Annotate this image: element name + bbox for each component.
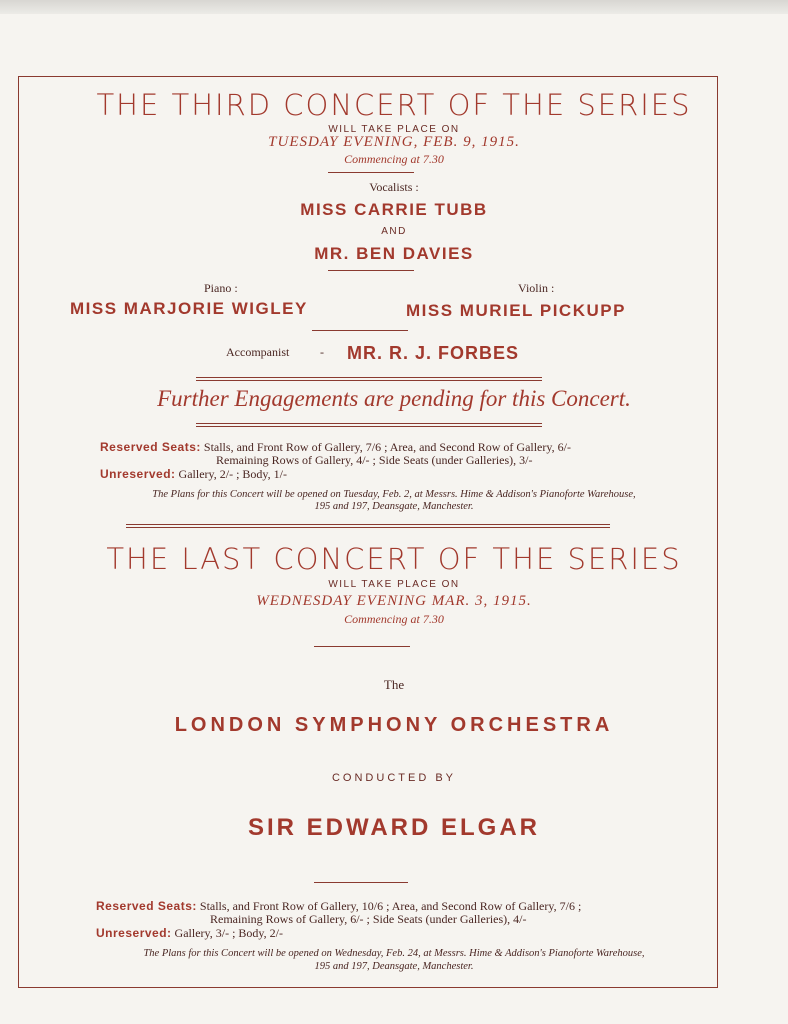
accompanist-dash: - (320, 345, 324, 359)
violinist-muriel-pickupp: MISS MURIEL PICKUPP (406, 301, 626, 320)
third-will-take-place: WILL TAKE PLACE ON (328, 124, 460, 135)
third-commencing: Commencing at 7.30 (344, 152, 444, 166)
third-plans-line-1: The Plans for this Concert will be opened on Tuesday, Feb. 2, at Messrs. Hime & Addison's Pianoforte Warehouse, (152, 489, 636, 500)
third-concert-title: THE THIRD CONCERT OF THE SERIES (96, 88, 692, 122)
last-reserved-line-2: Remaining Rows of Gallery, 6/- ; Side Seats (under Galleries), 4/- (210, 912, 527, 926)
divider (314, 882, 408, 883)
reserved-line-1: Stalls, and Front Row of Gallery, 10/6 ; Area, and Second Row of Gallery, 7/6 ; (199, 899, 582, 913)
vocalists-label: Vocalists : (369, 180, 419, 194)
scan-top-strip (0, 0, 788, 14)
third-plans-line-2: 195 and 197, Deansgate, Manchester. (314, 501, 474, 512)
vocalist-carrie-tubb: MISS CARRIE TUBB (300, 200, 488, 219)
last-plans-line-1: The Plans for this Concert will be opened on Wednesday, Feb. 24, at Messrs. Hime & Addison's Pianoforte Warehouse, (143, 948, 645, 959)
london-symphony-orchestra: LONDON SYMPHONY ORCHESTRA (174, 714, 614, 736)
unreserved-label: Unreserved: (96, 926, 172, 940)
last-plans-line-2: 195 and 197, Deansgate, Manchester. (314, 961, 474, 972)
last-unreserved-seats (96, 926, 283, 941)
the-label: The (383, 677, 405, 692)
last-will-take-place: WILL TAKE PLACE ON (328, 579, 460, 590)
violin-label: Violin : (518, 281, 555, 295)
piano-label: Piano : (204, 281, 238, 295)
conducted-by: CONDUCTED BY (331, 772, 456, 784)
third-reserved-line-2: Remaining Rows of Gallery, 4/- ; Side Seats (under Galleries), 3/- (216, 453, 533, 467)
divider (328, 270, 414, 271)
last-date: WEDNESDAY EVENING MAR. 3, 1915. (256, 593, 532, 609)
reserved-label: Reserved Seats: (96, 899, 197, 913)
reserved-label: Reserved Seats: (100, 440, 201, 454)
conductor-sir-edward-elgar: SIR EDWARD ELGAR (247, 814, 540, 841)
further-engagements: Further Engagements are pending for this Concert. (157, 386, 631, 411)
last-concert-title: THE LAST CONCERT OF THE SERIES (106, 542, 682, 576)
last-commencing: Commencing at 7.30 (344, 612, 444, 626)
accompanist-forbes: MR. R. J. FORBES (347, 343, 520, 363)
section-separator (126, 524, 610, 528)
third-unreserved-seats (100, 467, 287, 482)
unreserved-label: Unreserved: (100, 467, 176, 481)
divider (312, 330, 408, 331)
double-divider (196, 423, 542, 427)
reserved-line-1: Stalls, and Front Row of Gallery, 7/6 ; Area, and Second Row of Gallery, 6/- (203, 440, 571, 454)
divider (328, 172, 414, 173)
pianist-marjorie-wigley: MISS MARJORIE WIGLEY (70, 299, 308, 318)
vocalist-ben-davies: MR. BEN DAVIES (314, 244, 474, 263)
accompanist-label: Accompanist (226, 345, 290, 359)
third-date: TUESDAY EVENING, FEB. 9, 1915. (268, 134, 520, 150)
unreserved-line: Gallery, 3/- ; Body, 2/- (174, 926, 283, 940)
and-label: AND (381, 226, 407, 237)
double-divider (196, 377, 542, 381)
unreserved-line: Gallery, 2/- ; Body, 1/- (178, 467, 287, 481)
divider (314, 646, 410, 647)
